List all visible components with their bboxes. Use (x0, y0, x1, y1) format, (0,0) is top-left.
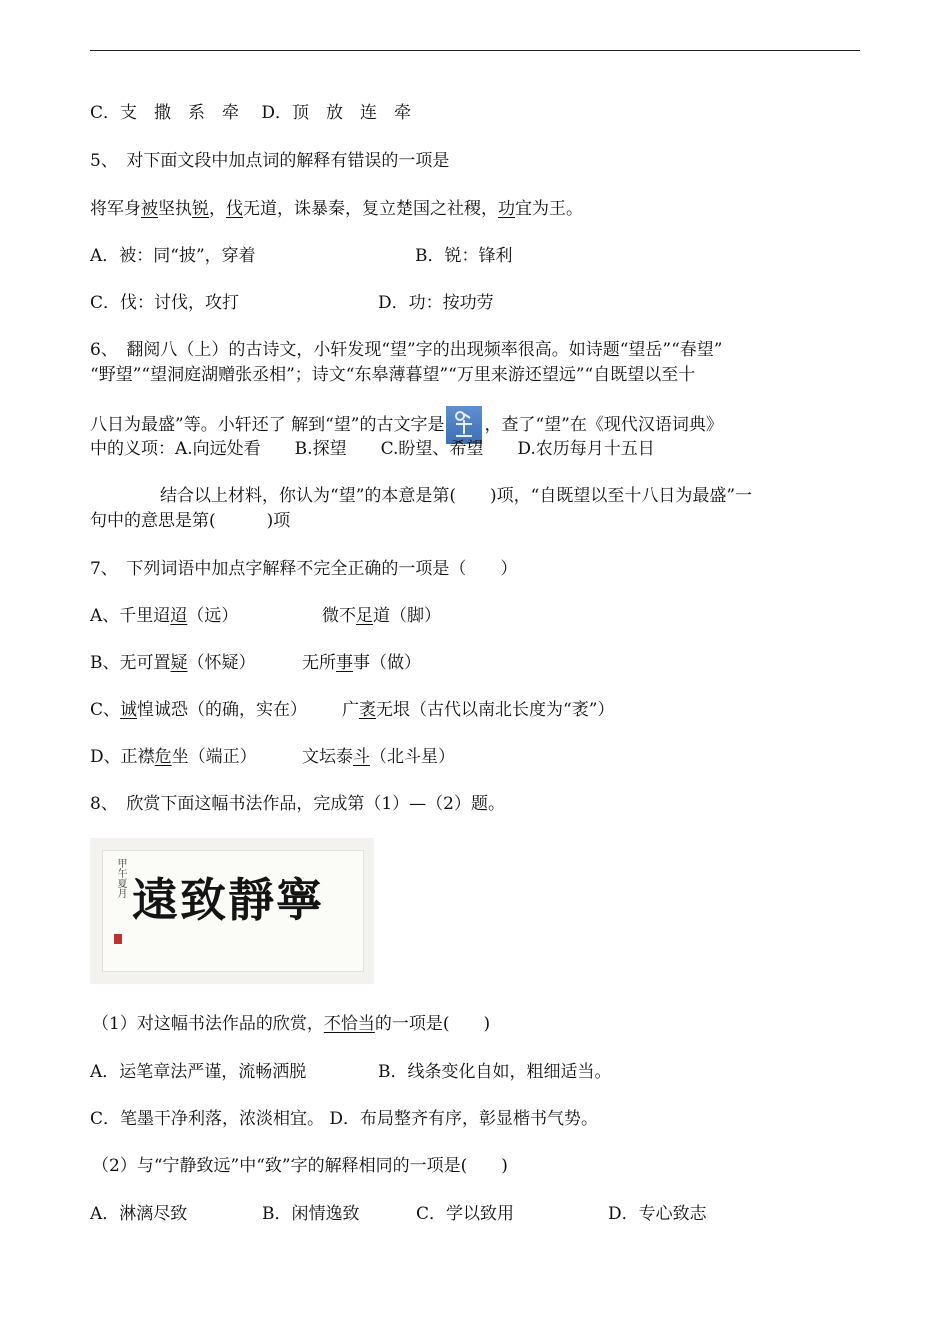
q6-text: ，查了“望”在《现代汉语词典》 (484, 415, 723, 435)
calligraphy-signature: 甲午夏月 (115, 858, 126, 898)
q7-text: A、千里迢 (90, 606, 171, 626)
q7-text: 广 (342, 700, 359, 720)
q7-option-a2 (322, 605, 441, 627)
q8-1-option-a: A．运笔章法严谨，流畅洒脱 (90, 1062, 307, 1082)
q5-passage (90, 198, 583, 220)
q7-prompt: 7、 下列词语中加点字解释不完全正确的一项是（ ） (90, 559, 518, 579)
header-rule (90, 50, 860, 51)
q5-text: 宜为王。 (515, 199, 583, 219)
q5-option-a: A．被：同“披”，穿着 (90, 246, 256, 266)
q5-marked-word: 被 (141, 199, 158, 219)
q8-text: 的一项是( ) (374, 1014, 491, 1034)
q7-marked-char: 足 (356, 606, 373, 626)
q7-text: （怀疑） (187, 653, 256, 673)
q8-text: （1）对这幅书法作品的欣赏， (92, 1014, 324, 1034)
q5-text: ， (209, 199, 226, 219)
q8-2-option-b: B．闲情逸致 (262, 1204, 360, 1224)
q7-text: （远） (187, 606, 239, 626)
q6-line-5: 结合以上材料，你认为“望”的本意是第( )项，“自既望以至十八日为最盛”一 (160, 486, 753, 506)
q7-marked-char: 迢 (170, 606, 188, 626)
q7-option-d (90, 746, 257, 768)
q7-marked-char: 诚 (120, 700, 138, 720)
q8-2-prompt: （2）与“宁静致远”中“致”字的解释相同的一项是( ) (92, 1156, 508, 1176)
q7-text: D、正襟 (90, 747, 155, 767)
q7-option-b2 (302, 652, 421, 674)
q7-option-c2 (342, 699, 614, 721)
q7-text: 无垠（古代以南北长度为“袤”） (376, 700, 615, 720)
q7-text: 惶诚恐（的确，实在） (137, 700, 308, 720)
q5-text: 将军身 (90, 199, 141, 219)
q5-option-c: C．伐：讨伐，攻打 (90, 293, 240, 313)
q7-marked-char: 疑 (170, 653, 188, 673)
q5-option-d: D．功：按功劳 (378, 293, 494, 313)
calligraphy-characters: 遠致靜寧 (132, 873, 324, 927)
q8-2-option-d: D．专心致志 (608, 1204, 707, 1224)
q7-marked-char: 袤 (359, 700, 376, 720)
q7-text: 无所 (302, 653, 336, 673)
seal-icon (114, 934, 122, 944)
q5-text: 无道，诛暴秦，复立楚国之社稷， (243, 199, 498, 219)
q5-marked-word: 锐 (192, 199, 209, 219)
q7-text: （北斗星） (370, 747, 455, 767)
q8-1-option-b: B．线条变化自如，粗细适当。 (378, 1062, 612, 1082)
q7-text: 微不 (322, 606, 356, 626)
q7-text: 文坛泰 (302, 747, 353, 767)
q7-option-d2 (302, 746, 455, 768)
q6-line-6: 句中的意思是第( )项 (90, 511, 291, 531)
q4-options-cd: C．支 撒 系 牵 D．顶 放 连 牵 (90, 103, 412, 123)
q5-text: 坚执 (158, 199, 192, 219)
q8-1-prompt (92, 1013, 490, 1035)
q7-text: C、 (90, 700, 121, 720)
q8-1-options-cd: C．笔墨干净利落，浓淡相宜。 D．布局整齐有序，彰显楷书气势。 (90, 1109, 599, 1129)
q5-prompt: 5、 对下面文段中加点词的解释有错误的一项是 (90, 151, 450, 171)
q7-text: 道（脚） (373, 606, 441, 626)
q7-text: 事（做） (353, 653, 421, 673)
q6-text: 八日为最盛”等。小轩还了 解到“望”的古文字是 (90, 415, 445, 435)
q7-marked-char: 事 (336, 653, 353, 673)
q7-option-c (90, 699, 307, 721)
q7-text: B、无可置 (90, 653, 171, 673)
calligraphy-image (90, 838, 374, 984)
q8-prompt: 8、 欣赏下面这幅书法作品，完成第（1）—（2）题。 (90, 794, 505, 814)
q6-line-2: “野望”“望洞庭湖赠张丞相”；诗文“东皋薄暮望”“万里来游还望远”“自既望以至十 (90, 365, 696, 385)
q6-line-1: 6、 翻阅八（上）的古诗文，小轩发现“望”字的出现频率很高。如诗题“望岳”“春望” (90, 340, 723, 360)
q8-2-option-c: C．学以致用 (416, 1204, 515, 1224)
q5-marked-word: 伐 (226, 199, 243, 219)
q7-marked-char: 斗 (353, 747, 370, 767)
q8-2-option-a: A．淋漓尽致 (90, 1204, 188, 1224)
q5-marked-word: 功 (498, 199, 515, 219)
q6-line-4: 中的义项：A.向远处看 B.探望 C.盼望、希望 D.农历每月十五日 (90, 439, 655, 459)
q7-option-a (90, 605, 238, 627)
q5-option-b: B．锐：锋利 (415, 246, 513, 266)
q7-option-b (90, 652, 256, 674)
q7-marked-char: 危 (154, 747, 172, 767)
q8-underlined-text: 不恰当 (323, 1014, 375, 1034)
q7-text: 坐（端正） (171, 747, 257, 767)
